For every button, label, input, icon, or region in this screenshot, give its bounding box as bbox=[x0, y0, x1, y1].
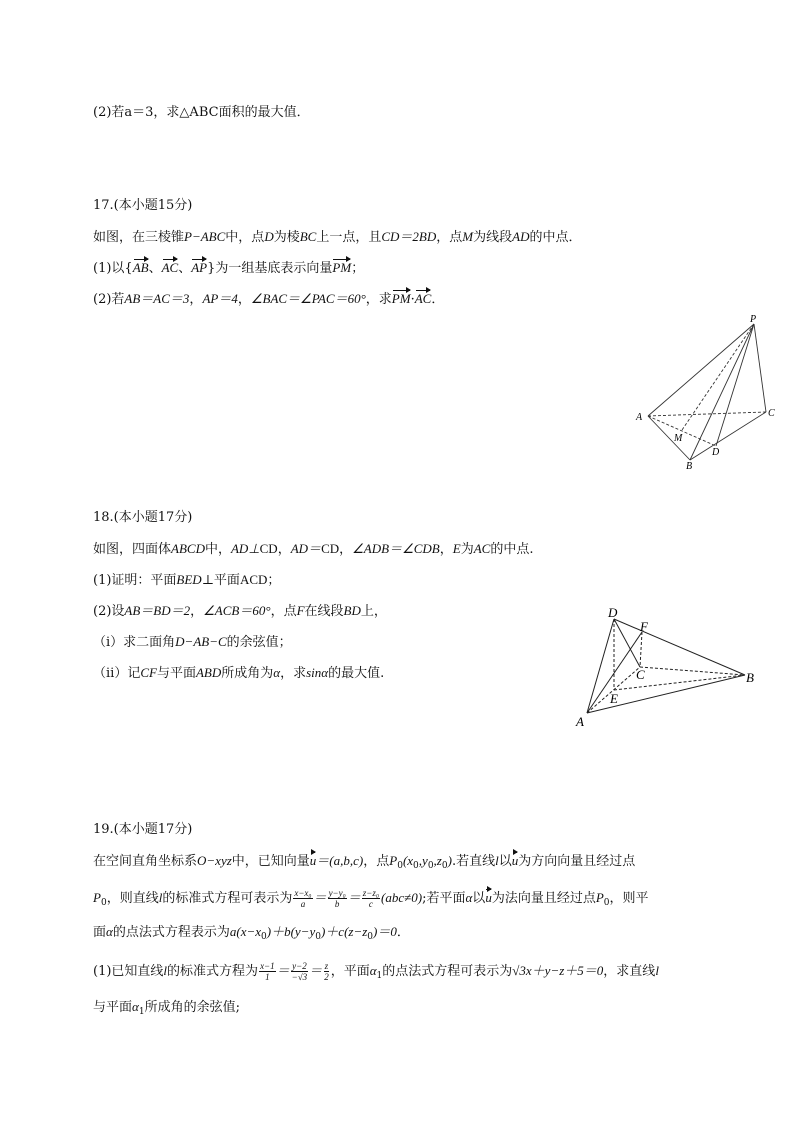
vector-pm: PM bbox=[391, 291, 411, 306]
q17-stem-math: BC bbox=[299, 229, 317, 244]
q19-line4 bbox=[93, 961, 659, 985]
q17-stem-math: AD bbox=[512, 229, 530, 244]
denominator: c bbox=[368, 899, 373, 909]
q17-stem-math: M bbox=[462, 229, 474, 244]
q18-sub2-math: sinα bbox=[306, 665, 329, 680]
q19-math: P bbox=[389, 853, 398, 868]
vector-pm: PM bbox=[332, 260, 352, 275]
q18-sub2-math: α bbox=[273, 665, 281, 680]
label-p: P bbox=[750, 314, 757, 325]
q19-math: l bbox=[163, 963, 168, 978]
subscript: 0 bbox=[603, 898, 610, 908]
label-b: B bbox=[746, 670, 754, 685]
q17-stem-text: 如图，在三棱锥 bbox=[93, 230, 185, 245]
q19-math: l bbox=[158, 890, 163, 905]
label-e: E bbox=[610, 691, 618, 706]
q19-math: ＝ bbox=[276, 963, 290, 978]
q18-stem-math: ABCD bbox=[171, 541, 205, 556]
label-c: C bbox=[636, 667, 645, 682]
q17-part2-math: ∠BAC＝∠PAC＝60° bbox=[250, 291, 366, 306]
q19-math: ,z bbox=[433, 853, 442, 868]
q19-math: P bbox=[595, 890, 604, 905]
q19-text: 的点法式方程可表示为 bbox=[382, 964, 513, 979]
subscript: 1 bbox=[376, 971, 383, 981]
q19-math: P bbox=[93, 890, 101, 905]
q17-header-text: 17.(本小题15分) bbox=[93, 198, 193, 213]
q18-part2-text: 在线段 bbox=[304, 604, 344, 619]
q19-text: ，求直线 bbox=[603, 964, 656, 979]
q18-stem-text: 为 bbox=[460, 542, 474, 557]
q19-text: 的点法式方程表示为 bbox=[112, 925, 230, 940]
q19-line1 bbox=[93, 852, 635, 875]
vector-u: u bbox=[485, 890, 492, 905]
q18-sub2-text: ，求 bbox=[280, 666, 307, 681]
q18-stem-math: AC bbox=[473, 541, 491, 556]
q17-header bbox=[93, 197, 192, 215]
q19-text: 所成角的余弦值; bbox=[144, 1000, 240, 1015]
q18-sub1 bbox=[93, 633, 292, 652]
q18-header bbox=[93, 509, 192, 527]
q19-line5 bbox=[93, 998, 240, 1021]
separator: 、 bbox=[148, 261, 162, 276]
edge-db bbox=[614, 619, 745, 675]
separator: 、 bbox=[178, 261, 192, 276]
q17-stem-text: 中，点 bbox=[225, 230, 265, 245]
q17-stem-text: 为棱 bbox=[273, 230, 300, 245]
q18-figure bbox=[570, 605, 765, 730]
q19-math: O−xyz bbox=[197, 853, 232, 868]
denominator: b bbox=[334, 899, 340, 909]
dot-product: · bbox=[410, 292, 415, 307]
q18-sub2-math: CF bbox=[140, 665, 157, 680]
q18-sub1-text: （i）求二面角 bbox=[93, 635, 176, 650]
edge-pc bbox=[754, 324, 766, 412]
q17-part2-text: ． bbox=[431, 292, 445, 307]
label-d: D bbox=[608, 605, 618, 620]
subscript: 0 bbox=[315, 932, 321, 942]
q18-stem-text: 的中点. bbox=[490, 542, 534, 557]
segment-fc-dashed bbox=[640, 632, 642, 667]
q19-header-text: 19.(本小题17分) bbox=[93, 822, 193, 837]
q19-text: ，平面 bbox=[330, 964, 370, 979]
q18-stem-text: 中， bbox=[204, 542, 231, 557]
q18-part1-text: ； bbox=[267, 573, 281, 588]
subscript: 1 bbox=[138, 1007, 145, 1017]
q18-stem-math: AD⊥ bbox=[230, 541, 260, 556]
q18-stem-text: ， bbox=[339, 542, 353, 557]
q17-stem-math: CD＝2BD bbox=[381, 229, 437, 244]
q19-text: ，点 bbox=[363, 854, 390, 869]
q18-stem-text: ， bbox=[439, 542, 453, 557]
q19-text: 为方向向量且经过点 bbox=[518, 854, 636, 869]
vector-ab: AB bbox=[132, 260, 149, 275]
q19-text: 为法向量且经过点 bbox=[491, 891, 596, 906]
q17-part2-text: (2)若 bbox=[93, 292, 125, 307]
q18-stem-math: E bbox=[452, 541, 461, 556]
q18-sub1-math: D−AB−C bbox=[175, 634, 227, 649]
q19-math: ＝(a,b,c) bbox=[316, 853, 364, 868]
q19-math: l bbox=[495, 853, 499, 868]
q19-math: α bbox=[369, 963, 377, 978]
fraction bbox=[362, 888, 380, 909]
edge-ac-dashed bbox=[648, 412, 766, 416]
q19-line2 bbox=[93, 888, 649, 912]
q17-stem-text: 为线段 bbox=[473, 230, 513, 245]
q19-math: α bbox=[465, 890, 473, 905]
q18-part1 bbox=[93, 571, 280, 590]
label-a: A bbox=[636, 412, 643, 423]
subscript: 0 bbox=[100, 898, 107, 908]
q19-text: 的标准式方程为 bbox=[167, 964, 259, 979]
q17-part1-text: }为一组基底表示向量 bbox=[207, 261, 333, 276]
vector-u: u bbox=[511, 853, 519, 868]
numerator: x−x₀ bbox=[294, 888, 312, 898]
q18-part2-math: AB＝BD＝2 bbox=[124, 603, 191, 618]
q19-text: 与平面 bbox=[93, 1000, 133, 1015]
q18-part1-text: (1)证明：平面 bbox=[93, 573, 177, 588]
q18-part1-math: BED bbox=[176, 572, 202, 587]
segment-eb-dashed bbox=[614, 675, 745, 690]
q18-part2-text: (2)设 bbox=[93, 604, 125, 619]
q18-sub2 bbox=[93, 664, 384, 683]
q17-part2-math: AB＝AC＝3 bbox=[124, 291, 190, 306]
subscript: 0 bbox=[427, 861, 434, 871]
numerator: y−2 bbox=[292, 961, 307, 971]
q19-math: )＋b(y−y bbox=[266, 924, 316, 939]
denominator: −√3 bbox=[291, 972, 308, 982]
q18-part2-text: 上， bbox=[360, 604, 387, 619]
q18-part2-text: ，点 bbox=[270, 604, 297, 619]
q18-stem-text: ， bbox=[277, 542, 291, 557]
q19-text: (1)已知直线 bbox=[93, 964, 164, 979]
numerator: y−y₀ bbox=[328, 888, 346, 898]
fraction bbox=[293, 888, 312, 909]
q18-part2-math: ∠ACB＝60° bbox=[203, 603, 271, 618]
denominator: 2 bbox=[324, 972, 329, 982]
label-c: C bbox=[768, 408, 775, 419]
fraction bbox=[291, 961, 309, 982]
vector-ap: AP bbox=[191, 260, 208, 275]
q19-text: ;若平面 bbox=[422, 891, 466, 906]
q17-part2 bbox=[93, 290, 444, 309]
q17-stem-text: 的中点． bbox=[529, 230, 582, 245]
q18-stem-math: CD bbox=[321, 541, 340, 556]
denominator: 1 bbox=[265, 972, 270, 982]
q17-part2-math: AP＝4 bbox=[202, 291, 238, 306]
q19-text: 面 bbox=[93, 925, 107, 940]
q19-math: ＝ bbox=[347, 890, 361, 905]
q18-part2 bbox=[93, 602, 387, 621]
q18-sub2-text: 所成角为 bbox=[221, 666, 274, 681]
edge-pa bbox=[648, 324, 754, 416]
q19-text: ，则直线 bbox=[106, 891, 159, 906]
q17-part1-text: ； bbox=[351, 261, 365, 276]
label-f: F bbox=[640, 619, 648, 634]
q19-math: l bbox=[655, 963, 659, 978]
q19-math: ＝ bbox=[309, 963, 323, 978]
subscript: 0 bbox=[413, 861, 419, 871]
fraction bbox=[323, 961, 330, 982]
q17-part1 bbox=[93, 259, 364, 278]
q18-stem bbox=[93, 540, 533, 559]
q18-sub2-text: 与平面 bbox=[156, 666, 196, 681]
q19-math: α bbox=[132, 999, 139, 1014]
q19-text: ． bbox=[396, 925, 410, 940]
numerator: x−1 bbox=[260, 961, 275, 971]
q18-part1-text: ⊥平面 bbox=[201, 573, 240, 588]
q17-stem-text: 上一点，且 bbox=[316, 230, 382, 245]
q18-part2-text: ， bbox=[190, 604, 204, 619]
q18-header-text: 18.(本小题17分) bbox=[93, 510, 193, 525]
numerator: z−z₀ bbox=[362, 888, 379, 898]
q17-part1-text: (1)以{ bbox=[93, 261, 133, 276]
denominator: a bbox=[300, 899, 306, 909]
q19-math: )＋c(z−z bbox=[320, 924, 368, 939]
q17-stem-math: D bbox=[264, 229, 274, 244]
q19-math: )＝0 bbox=[373, 924, 397, 939]
subscript: 0 bbox=[261, 932, 267, 942]
subscript: 0 bbox=[441, 861, 448, 871]
vector-u: u bbox=[309, 853, 317, 868]
fraction bbox=[328, 888, 347, 909]
q17-stem-math: P−ABC bbox=[184, 229, 226, 244]
q18-sub2-math: ABD bbox=[195, 665, 222, 680]
q16-part2-text: (2)若a＝3，求△ABC面积的最大值． bbox=[93, 105, 310, 120]
label-a: A bbox=[576, 714, 584, 729]
q18-sub2-text: （ⅱ）记 bbox=[93, 666, 141, 681]
q17-stem bbox=[93, 228, 581, 247]
fraction bbox=[259, 961, 276, 982]
q19-text: ，则平 bbox=[609, 891, 649, 906]
q19-math: √3x＋y−z＋5＝0 bbox=[512, 963, 604, 978]
q18-stem-math: CD bbox=[259, 541, 278, 556]
q19-math: ,y bbox=[418, 853, 428, 868]
q19-text: 以 bbox=[498, 854, 512, 869]
q18-stem-math: AD＝ bbox=[290, 541, 322, 556]
q19-text: 在空间直角坐标系 bbox=[93, 854, 198, 869]
q19-math: ＝ bbox=[313, 890, 327, 905]
q17-part2-text: ，求 bbox=[365, 292, 392, 307]
q19-text: 以 bbox=[472, 891, 486, 906]
q19-math: ) bbox=[447, 853, 452, 868]
q19-math: a(x−x bbox=[229, 924, 262, 939]
q17-figure bbox=[630, 312, 780, 472]
q19-line3 bbox=[93, 923, 410, 946]
q17-part2-text: ， bbox=[189, 292, 203, 307]
subscript: 0 bbox=[397, 861, 403, 871]
q18-sub1-text: 的余弦值； bbox=[226, 635, 292, 650]
q19-math: (x bbox=[402, 853, 414, 868]
q18-part2-math: BD bbox=[343, 603, 361, 618]
subscript: 0 bbox=[367, 932, 374, 942]
label-m: M bbox=[674, 433, 683, 444]
q17-part2-text: ， bbox=[237, 292, 251, 307]
q19-math: (abc≠0) bbox=[381, 890, 423, 905]
q18-stem-math: ∠ADB＝∠CDB bbox=[352, 541, 440, 556]
edge-ab bbox=[648, 416, 690, 460]
edge-dc bbox=[614, 619, 640, 667]
q19-text: 中，已知向量 bbox=[231, 854, 310, 869]
numerator: z bbox=[324, 961, 329, 971]
q16-part2 bbox=[93, 104, 310, 122]
q18-part2-math: F bbox=[296, 603, 305, 618]
q19-math: α bbox=[106, 924, 113, 939]
edge-pd bbox=[716, 324, 754, 446]
vector-ac: AC bbox=[161, 260, 179, 275]
q19-header bbox=[93, 821, 192, 839]
label-d: D bbox=[712, 447, 720, 458]
q18-part1-math: ACD bbox=[239, 572, 268, 587]
label-b: B bbox=[686, 461, 693, 472]
q19-text: .若直线 bbox=[451, 854, 496, 869]
q18-sub2-text: 的最大值. bbox=[328, 666, 385, 681]
q19-text: 的标准式方程可表示为 bbox=[162, 891, 293, 906]
vector-ac: AC bbox=[414, 291, 432, 306]
q18-stem-text: 如图，四面体 bbox=[93, 542, 172, 557]
q17-stem-text: ，点 bbox=[436, 230, 463, 245]
